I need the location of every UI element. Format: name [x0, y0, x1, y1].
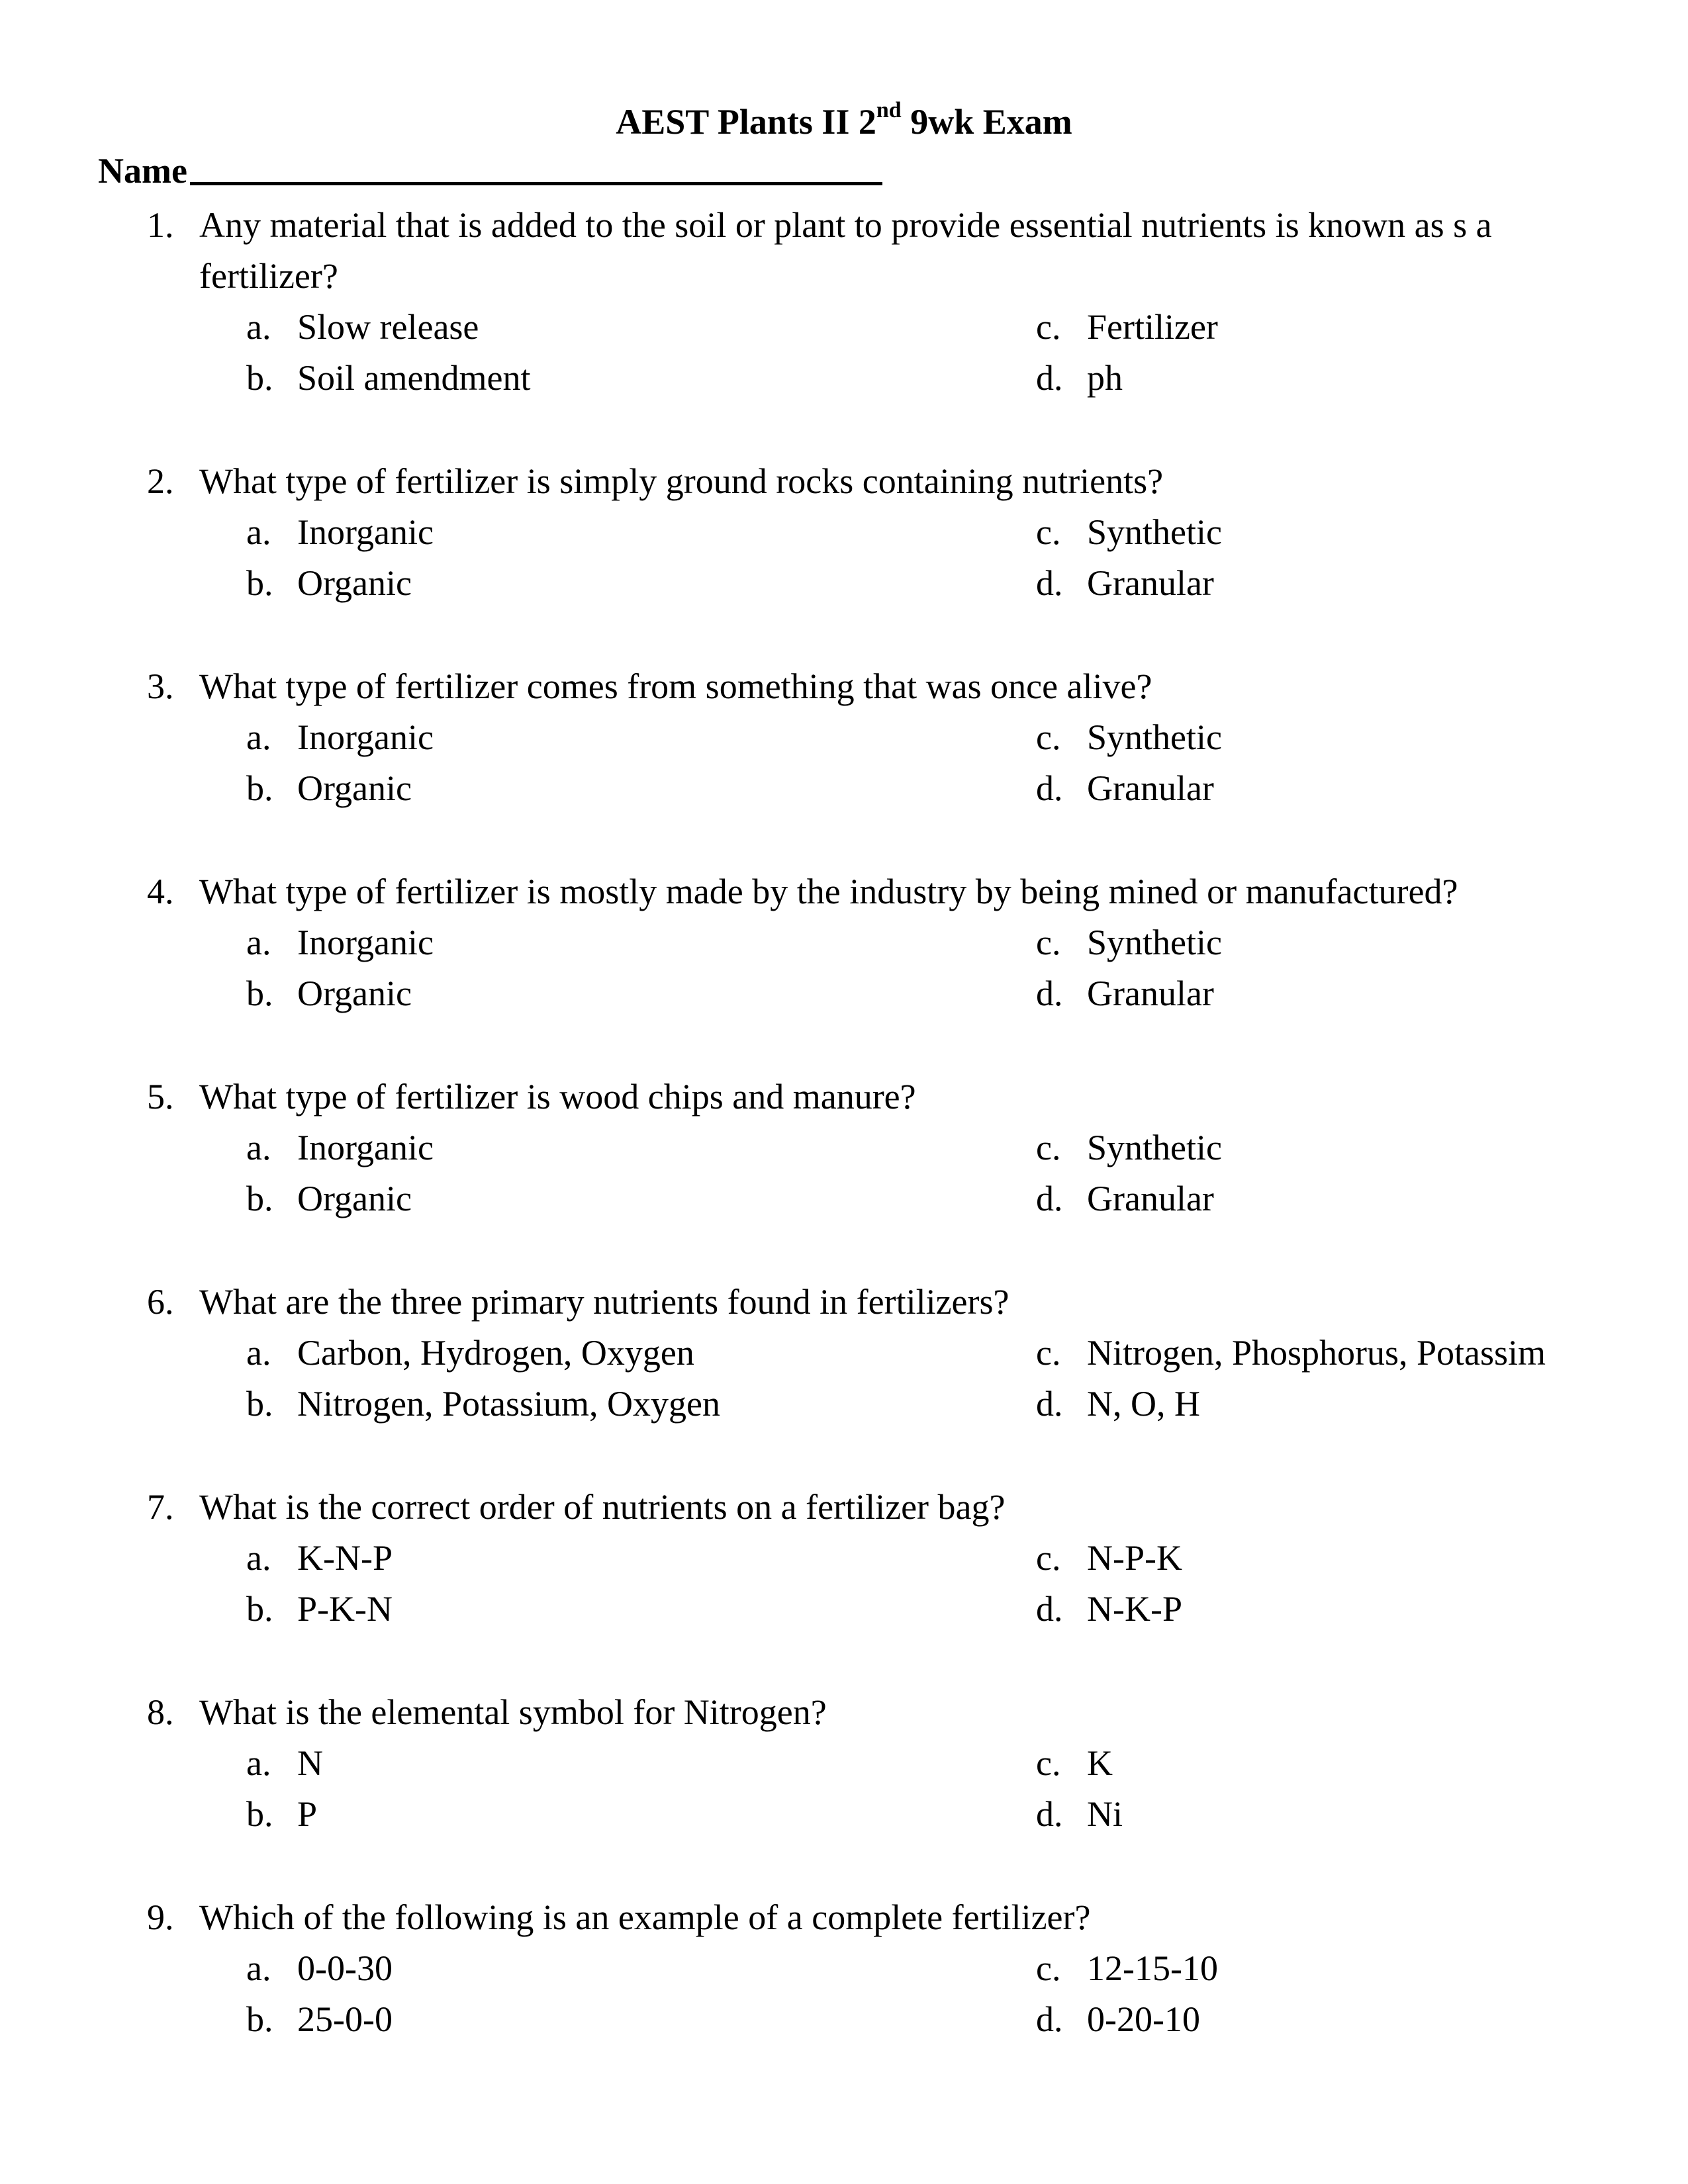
- question-3: [0, 661, 1688, 814]
- option-letter: b.: [246, 358, 273, 398]
- question-1: [0, 200, 1688, 404]
- option-text: Granular: [1087, 974, 1214, 1013]
- option-text: Slow release: [297, 307, 479, 347]
- option-text: Synthetic: [1087, 1128, 1222, 1167]
- option-row: [0, 763, 1688, 814]
- option-letter: a.: [246, 1128, 271, 1167]
- question-4: [0, 866, 1688, 1019]
- option-text: Inorganic: [297, 717, 434, 757]
- question-number: 3.: [147, 666, 174, 706]
- option-row: [0, 1943, 1688, 1994]
- question-number: 8.: [147, 1692, 174, 1732]
- question-text: [0, 1892, 1688, 1943]
- option-letter: d.: [1036, 768, 1063, 808]
- question-text: [0, 1482, 1688, 1533]
- option-text: P: [297, 1794, 318, 1834]
- option-text: Fertilizer: [1087, 307, 1218, 347]
- option-row: [0, 1122, 1688, 1173]
- option-letter: a.: [246, 1948, 271, 1988]
- option-text: N, O, H: [1087, 1384, 1200, 1424]
- question-list: [0, 200, 1688, 2097]
- name-field: [98, 148, 882, 193]
- option-letter: c.: [1036, 512, 1061, 552]
- name-label: Name: [98, 151, 187, 191]
- option-letter: b.: [246, 768, 273, 808]
- question-prompt: What type of fertilizer is simply ground rocks containing nutrients?: [199, 461, 1164, 501]
- question-6: [0, 1277, 1688, 1430]
- option-row: [0, 1789, 1688, 1840]
- option-letter: b.: [246, 1179, 273, 1218]
- question-prompt: What type of fertilizer is wood chips and manure?: [199, 1077, 916, 1116]
- option-row: [0, 507, 1688, 558]
- option-letter: b.: [246, 563, 273, 603]
- option-text: P-K-N: [297, 1589, 393, 1629]
- question-prompt: What type of fertilizer is mostly made by the industry by being mined or manufactured?: [199, 872, 1458, 911]
- question-number: 2.: [147, 461, 174, 501]
- question-text: [0, 866, 1688, 917]
- question-text: [0, 1071, 1688, 1122]
- question-text: [0, 1277, 1688, 1328]
- option-text: K-N-P: [297, 1538, 393, 1578]
- option-text: 0-20-10: [1087, 1999, 1200, 2039]
- question-text: [0, 200, 1688, 302]
- option-letter: c.: [1036, 1948, 1061, 1988]
- option-letter: b.: [246, 1384, 273, 1424]
- question-number: 5.: [147, 1077, 174, 1116]
- option-text: N-P-K: [1087, 1538, 1182, 1578]
- option-letter: b.: [246, 1794, 273, 1834]
- option-text: Soil amendment: [297, 358, 531, 398]
- option-text: Organic: [297, 974, 412, 1013]
- option-text: N: [297, 1743, 323, 1783]
- option-text: Granular: [1087, 1179, 1214, 1218]
- option-row: [0, 558, 1688, 609]
- option-text: 12-15-10: [1087, 1948, 1218, 1988]
- option-letter: a.: [246, 307, 271, 347]
- question-prompt: Which of the following is an example of a complete fertilizer?: [199, 1897, 1091, 1937]
- option-text: Granular: [1087, 768, 1214, 808]
- question-2: [0, 456, 1688, 609]
- question-text: [0, 456, 1688, 507]
- question-9: [0, 1892, 1688, 2045]
- option-letter: d.: [1036, 358, 1063, 398]
- question-number: 9.: [147, 1897, 174, 1937]
- title-main: AEST Plants II 2: [616, 102, 876, 142]
- option-text: Inorganic: [297, 923, 434, 962]
- option-letter: c.: [1036, 1128, 1061, 1167]
- option-letter: c.: [1036, 1743, 1061, 1783]
- option-text: 25-0-0: [297, 1999, 393, 2039]
- option-row: [0, 1584, 1688, 1635]
- page-title: [0, 99, 1688, 144]
- question-8: [0, 1687, 1688, 1840]
- option-text: Synthetic: [1087, 512, 1222, 552]
- option-row: [0, 1533, 1688, 1584]
- option-row: [0, 968, 1688, 1019]
- option-text: ph: [1087, 358, 1123, 398]
- question-number: 6.: [147, 1282, 174, 1322]
- option-row: [0, 1328, 1688, 1379]
- option-letter: c.: [1036, 923, 1061, 962]
- option-letter: d.: [1036, 1589, 1063, 1629]
- question-prompt: What are the three primary nutrients found in fertilizers?: [199, 1282, 1009, 1322]
- option-letter: a.: [246, 923, 271, 962]
- title-superscript: nd: [876, 98, 902, 122]
- option-text: Nitrogen, Potassium, Oxygen: [297, 1384, 720, 1424]
- option-text: Organic: [297, 1179, 412, 1218]
- question-text: [0, 661, 1688, 712]
- option-letter: b.: [246, 974, 273, 1013]
- question-7: [0, 1482, 1688, 1635]
- option-letter: c.: [1036, 717, 1061, 757]
- option-text: Inorganic: [297, 1128, 434, 1167]
- option-letter: d.: [1036, 1794, 1063, 1834]
- option-letter: a.: [246, 1743, 271, 1783]
- name-blank-line[interactable]: [190, 182, 882, 185]
- option-letter: b.: [246, 1589, 273, 1629]
- option-text: Organic: [297, 563, 412, 603]
- option-letter: b.: [246, 1999, 273, 2039]
- option-row: [0, 1994, 1688, 2045]
- option-text: K: [1087, 1743, 1113, 1783]
- option-letter: d.: [1036, 1999, 1063, 2039]
- question-number: 7.: [147, 1487, 174, 1527]
- option-text: Inorganic: [297, 512, 434, 552]
- option-row: [0, 712, 1688, 763]
- question-prompt: Any material that is added to the soil or plant to provide essential nutrients is known as s a fertilizer?: [199, 205, 1492, 296]
- option-letter: d.: [1036, 1384, 1063, 1424]
- question-prompt: What is the elemental symbol for Nitrogen?: [199, 1692, 827, 1732]
- question-number: 1.: [147, 205, 174, 245]
- question-prompt: What is the correct order of nutrients on a fertilizer bag?: [199, 1487, 1006, 1527]
- option-letter: c.: [1036, 1333, 1061, 1373]
- option-letter: c.: [1036, 307, 1061, 347]
- option-letter: d.: [1036, 1179, 1063, 1218]
- option-letter: a.: [246, 1538, 271, 1578]
- option-row: [0, 917, 1688, 968]
- option-row: [0, 1173, 1688, 1224]
- option-text: Ni: [1087, 1794, 1123, 1834]
- title-rest: 9wk Exam: [901, 102, 1072, 142]
- option-row: [0, 302, 1688, 353]
- option-text: N-K-P: [1087, 1589, 1182, 1629]
- option-letter: c.: [1036, 1538, 1061, 1578]
- option-letter: d.: [1036, 974, 1063, 1013]
- option-text: Nitrogen, Phosphorus, Potassim: [1087, 1333, 1546, 1373]
- question-prompt: What type of fertilizer comes from something that was once alive?: [199, 666, 1152, 706]
- option-text: Organic: [297, 768, 412, 808]
- option-text: Synthetic: [1087, 717, 1222, 757]
- question-5: [0, 1071, 1688, 1224]
- option-text: Synthetic: [1087, 923, 1222, 962]
- option-text: 0-0-30: [297, 1948, 393, 1988]
- option-row: [0, 1738, 1688, 1789]
- question-number: 4.: [147, 872, 174, 911]
- option-letter: d.: [1036, 563, 1063, 603]
- option-text: Granular: [1087, 563, 1214, 603]
- option-text: Carbon, Hydrogen, Oxygen: [297, 1333, 694, 1373]
- option-row: [0, 353, 1688, 404]
- option-letter: a.: [246, 1333, 271, 1373]
- option-letter: a.: [246, 512, 271, 552]
- option-letter: a.: [246, 717, 271, 757]
- option-row: [0, 1379, 1688, 1430]
- question-text: [0, 1687, 1688, 1738]
